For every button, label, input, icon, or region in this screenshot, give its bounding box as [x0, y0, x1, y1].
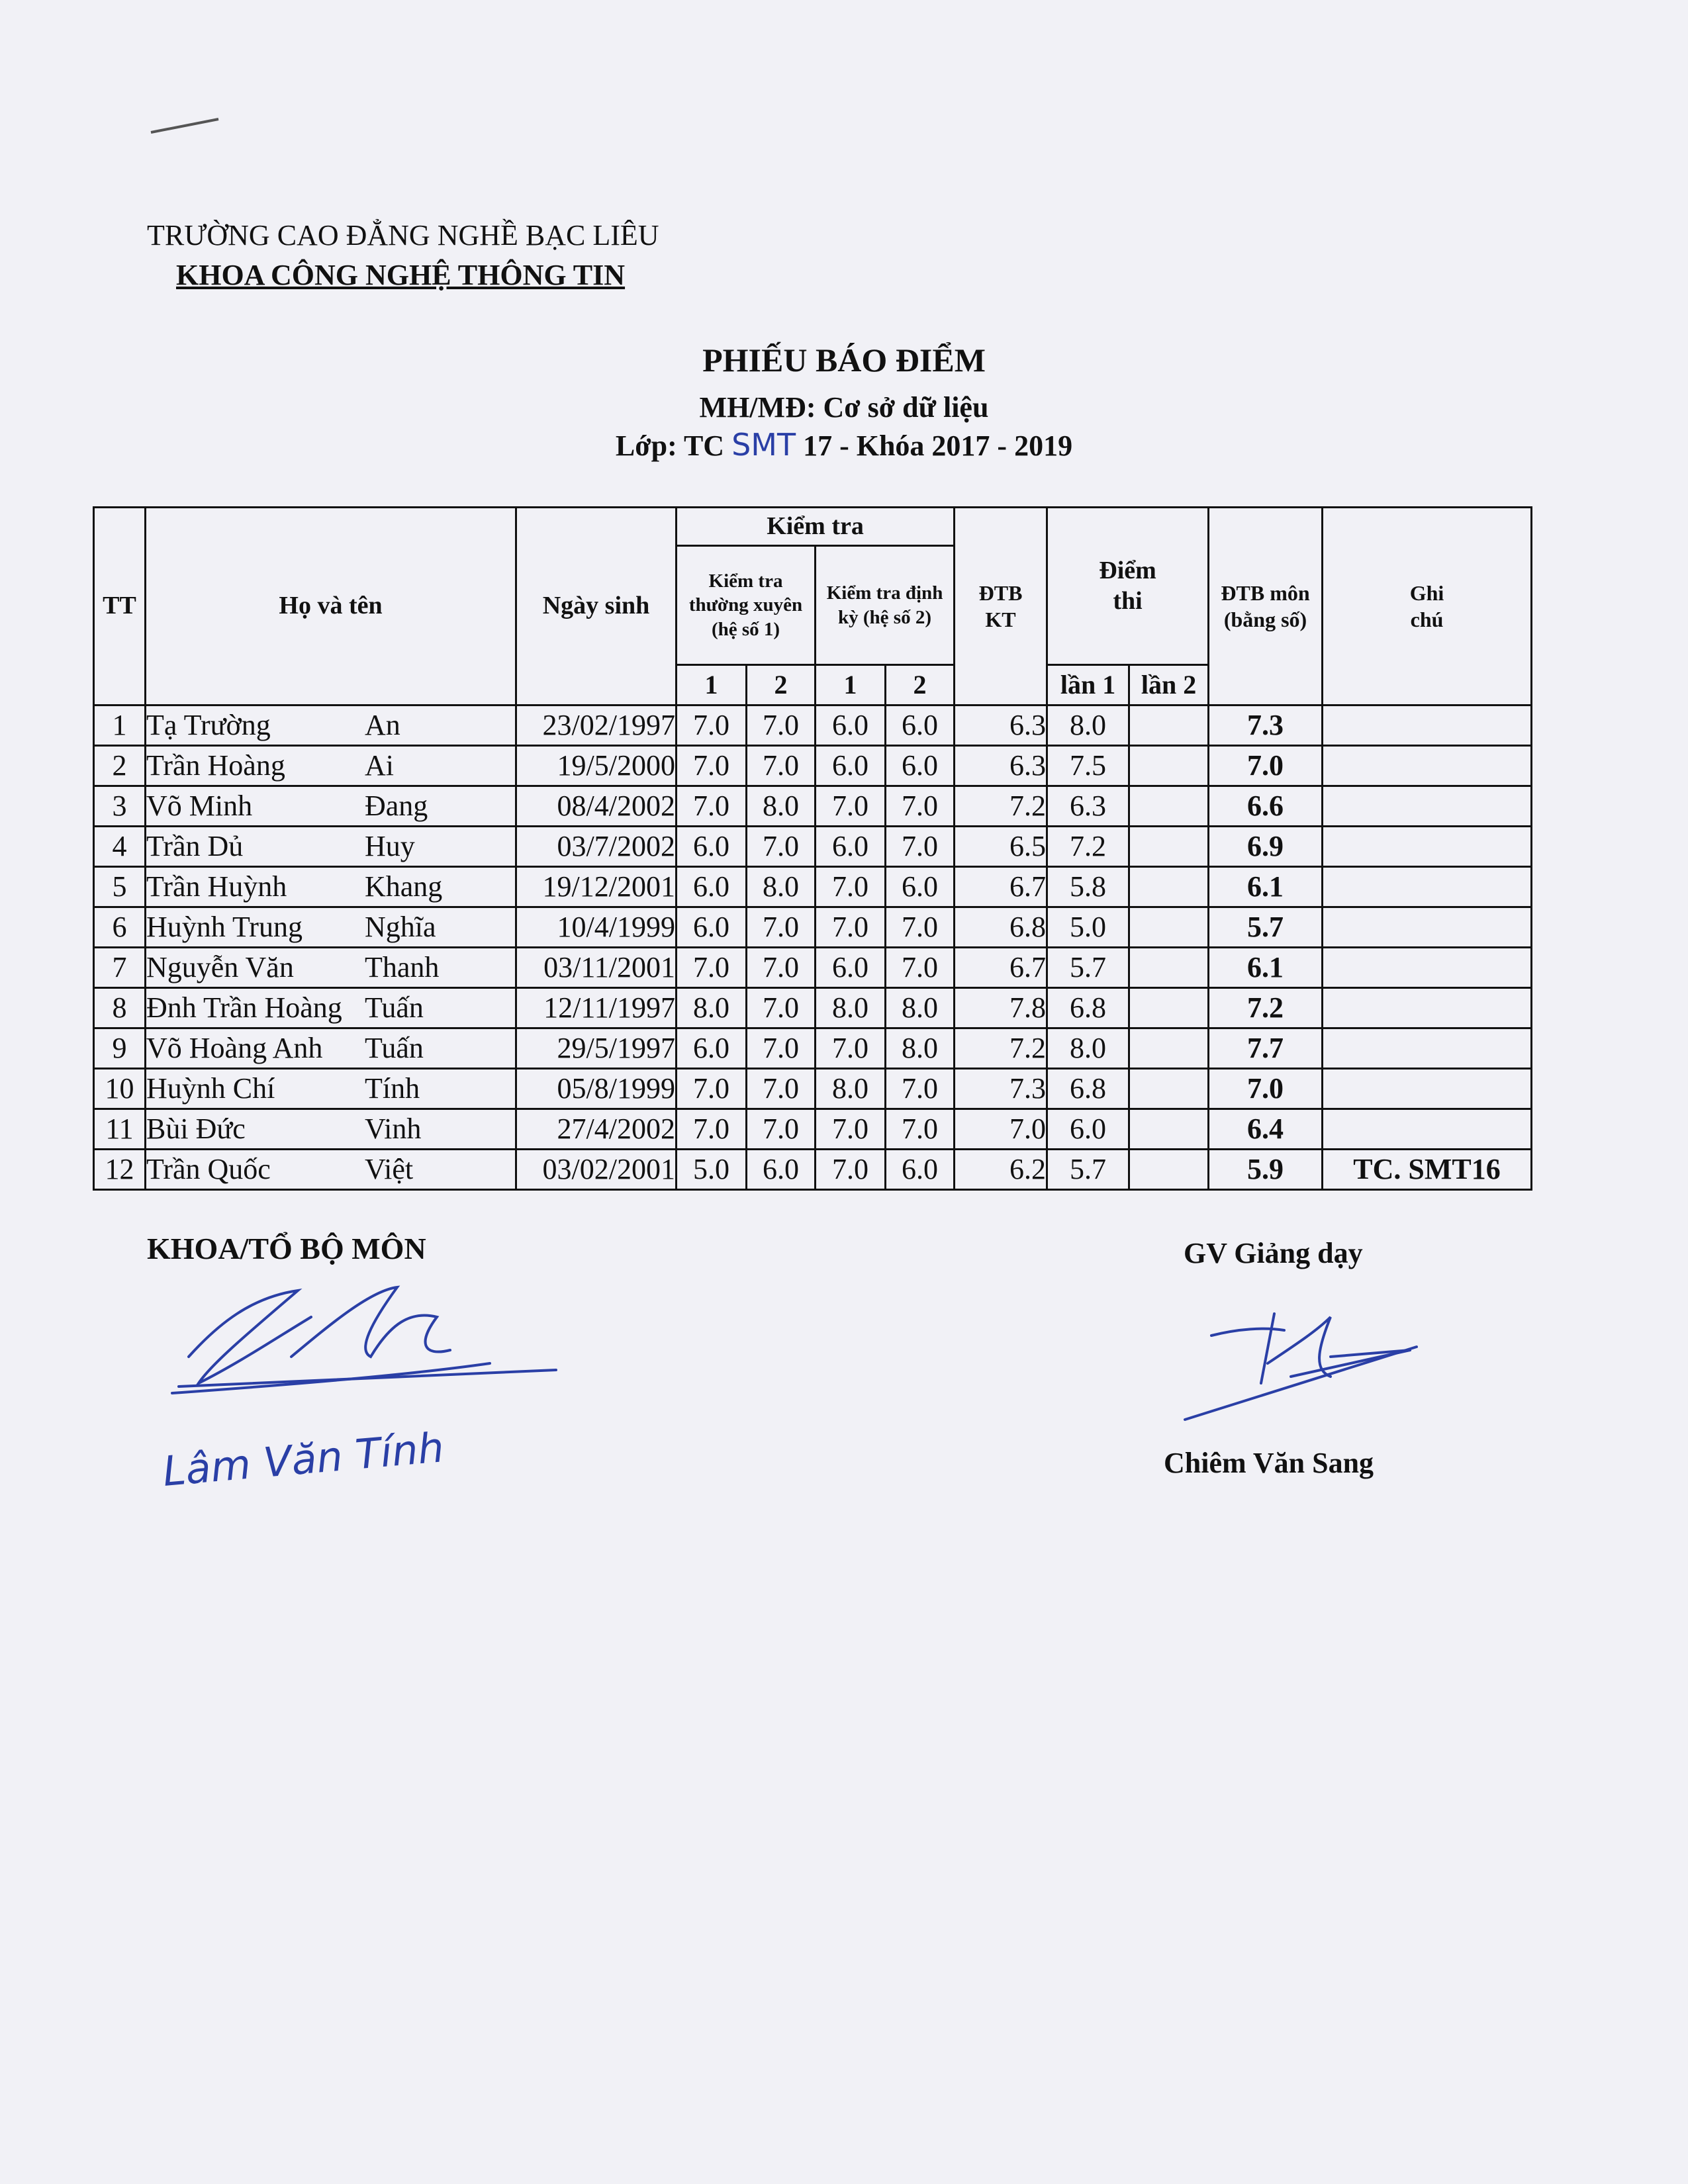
student-last-name: Đnh Trần Hoàng: [146, 991, 342, 1024]
birth-date: 03/11/2001: [516, 948, 677, 988]
birth-date: 12/11/1997: [516, 988, 677, 1028]
score-tx-2: 7.0: [747, 1028, 816, 1069]
score-dk-1: 8.0: [816, 1069, 886, 1109]
header-dk-1: 1: [816, 665, 886, 705]
score-dtb-mon: 5.9: [1209, 1150, 1323, 1190]
score-dtb-mon: 6.9: [1209, 827, 1323, 867]
score-tx-2: 6.0: [747, 1150, 816, 1190]
score-dtb-mon: 6.4: [1209, 1109, 1323, 1150]
score-tx-2: 7.0: [747, 827, 816, 867]
score-dk-1: 7.0: [816, 1109, 886, 1150]
score-tx-1: 7.0: [677, 948, 747, 988]
header-kiem-tra: Kiểm tra: [677, 508, 955, 546]
row-number: 1: [94, 705, 146, 746]
row-number: 3: [94, 786, 146, 827]
department-signature-title: KHOA/TỔ BỘ MÔN: [147, 1232, 426, 1265]
score-dk-2: 8.0: [886, 988, 955, 1028]
student-first-name: An: [365, 709, 400, 741]
student-first-name: Vinh: [365, 1113, 422, 1145]
student-last-name: Trần Dủ: [146, 830, 244, 862]
birth-date: 19/12/2001: [516, 867, 677, 907]
header-kt-thuong-xuyen: Kiểm tra thường xuyên (hệ số 1): [677, 546, 816, 665]
score-tx-2: 8.0: [747, 786, 816, 827]
score-dtb-kt: 7.2: [955, 786, 1047, 827]
student-last-name: Bùi Đức: [146, 1113, 246, 1145]
score-dk-2: 7.0: [886, 948, 955, 988]
score-dk-1: 6.0: [816, 948, 886, 988]
student-first-name: Huy: [365, 830, 415, 862]
score-thi-lan-1: 6.8: [1047, 988, 1129, 1028]
row-number: 10: [94, 1069, 146, 1109]
student-first-name: Thanh: [365, 951, 440, 983]
birth-date: 19/5/2000: [516, 746, 677, 786]
score-dtb-mon: 7.0: [1209, 746, 1323, 786]
score-dtb-mon: 6.1: [1209, 948, 1323, 988]
class-prefix: Lớp: TC: [615, 430, 732, 462]
row-number: 2: [94, 746, 146, 786]
class-handwritten-code: SMT: [731, 427, 796, 463]
row-number: 11: [94, 1109, 146, 1150]
header-tt: TT: [94, 508, 146, 705]
row-number: 9: [94, 1028, 146, 1069]
document-title: PHIẾU BÁO ĐIỂM: [702, 341, 986, 379]
score-tx-1: 7.0: [677, 786, 747, 827]
student-first-name: Đang: [365, 790, 428, 822]
score-dtb-kt: 7.2: [955, 1028, 1047, 1069]
score-dtb-kt: 6.3: [955, 746, 1047, 786]
score-tx-1: 7.0: [677, 1109, 747, 1150]
score-dtb-mon: 6.6: [1209, 786, 1323, 827]
score-dtb-mon: 7.3: [1209, 705, 1323, 746]
row-number: 6: [94, 907, 146, 948]
score-dk-2: 7.0: [886, 786, 955, 827]
score-dk-1: 6.0: [816, 827, 886, 867]
score-dtb-kt: 6.7: [955, 867, 1047, 907]
row-number: 5: [94, 867, 146, 907]
score-dk-1: 7.0: [816, 907, 886, 948]
student-first-name: Tuấn: [365, 1032, 424, 1064]
header-dtb-mon: ĐTB môn (bằng số): [1209, 508, 1323, 705]
row-number: 4: [94, 827, 146, 867]
birth-date: 10/4/1999: [516, 907, 677, 948]
header-tx-2: 2: [747, 665, 816, 705]
score-dtb-mon: 7.7: [1209, 1028, 1323, 1069]
birth-date: 29/5/1997: [516, 1028, 677, 1069]
score-tx-2: 7.0: [747, 1069, 816, 1109]
score-dk-2: 6.0: [886, 1150, 955, 1190]
student-first-name: Ai: [365, 749, 394, 782]
birth-date: 08/4/2002: [516, 786, 677, 827]
score-dtb-mon: 7.2: [1209, 988, 1323, 1028]
header-dob: Ngày sinh: [516, 508, 677, 705]
birth-date: 03/02/2001: [516, 1150, 677, 1190]
header-dk-2: 2: [886, 665, 955, 705]
score-thi-lan-1: 6.3: [1047, 786, 1129, 827]
score-tx-2: 7.0: [747, 948, 816, 988]
header-lan-2: lần 2: [1129, 665, 1209, 705]
student-last-name: Tạ Trường: [146, 709, 271, 741]
school-name: TRƯỜNG CAO ĐẲNG NGHỀ BẠC LIÊU: [147, 219, 659, 251]
score-thi-lan-1: 6.0: [1047, 1109, 1129, 1150]
score-dk-2: 7.0: [886, 1069, 955, 1109]
student-last-name: Huỳnh Chí: [146, 1072, 275, 1105]
student-last-name: Võ Hoàng Anh: [146, 1032, 323, 1064]
score-dtb-mon: 5.7: [1209, 907, 1323, 948]
score-dk-1: 7.0: [816, 867, 886, 907]
score-thi-lan-1: 5.0: [1047, 907, 1129, 948]
header-name: Họ và tên: [146, 508, 516, 705]
score-dtb-kt: 6.3: [955, 705, 1047, 746]
header-diem-thi: Điểm thi: [1047, 508, 1209, 665]
score-thi-lan-1: 7.5: [1047, 746, 1129, 786]
score-thi-lan-1: 5.7: [1047, 1150, 1129, 1190]
score-dtb-kt: 6.8: [955, 907, 1047, 948]
birth-date: 27/4/2002: [516, 1109, 677, 1150]
score-tx-2: 7.0: [747, 907, 816, 948]
score-thi-lan-1: 7.2: [1047, 827, 1129, 867]
department-signature: [172, 1287, 556, 1393]
score-dk-2: 8.0: [886, 1028, 955, 1069]
birth-date: 03/7/2002: [516, 827, 677, 867]
score-dtb-mon: 7.0: [1209, 1069, 1323, 1109]
score-dk-2: 6.0: [886, 746, 955, 786]
score-tx-2: 8.0: [747, 867, 816, 907]
department-handwritten-name: Lâm Văn Tính: [160, 1423, 446, 1496]
row-number: 7: [94, 948, 146, 988]
score-tx-1: 6.0: [677, 827, 747, 867]
score-dk-2: 6.0: [886, 705, 955, 746]
birth-date: 23/02/1997: [516, 705, 677, 746]
row-number: 12: [94, 1150, 146, 1190]
header-lan-1: lần 1: [1047, 665, 1129, 705]
teacher-signature-title: GV Giảng dạy: [1184, 1237, 1363, 1269]
teacher-name: Chiêm Văn Sang: [1164, 1447, 1374, 1479]
score-tx-1: 6.0: [677, 907, 747, 948]
student-last-name: Nguyễn Văn: [146, 951, 294, 983]
score-tx-2: 7.0: [747, 988, 816, 1028]
score-dtb-mon: 6.1: [1209, 867, 1323, 907]
header-ghi-chu: Ghi chú: [1323, 508, 1532, 705]
score-thi-lan-1: 8.0: [1047, 1028, 1129, 1069]
note: TC. SMT16: [1323, 1150, 1532, 1190]
score-dtb-kt: 7.8: [955, 988, 1047, 1028]
score-tx-1: 5.0: [677, 1150, 747, 1190]
score-dtb-kt: 6.7: [955, 948, 1047, 988]
student-last-name: Huỳnh Trung: [146, 911, 303, 943]
score-dk-1: 8.0: [816, 988, 886, 1028]
student-first-name: Khang: [365, 870, 443, 903]
score-dtb-kt: 6.2: [955, 1150, 1047, 1190]
score-tx-1: 7.0: [677, 1069, 747, 1109]
score-tx-1: 6.0: [677, 867, 747, 907]
student-last-name: Trần Huỳnh: [146, 870, 287, 903]
student-last-name: Võ Minh: [146, 790, 253, 822]
teacher-signature: [1185, 1314, 1417, 1420]
score-dk-2: 7.0: [886, 827, 955, 867]
row-number: 8: [94, 988, 146, 1028]
score-tx-1: 8.0: [677, 988, 747, 1028]
score-tx-1: 6.0: [677, 1028, 747, 1069]
score-tx-1: 7.0: [677, 705, 747, 746]
score-dk-2: 6.0: [886, 867, 955, 907]
score-tx-1: 7.0: [677, 746, 747, 786]
score-thi-lan-1: 6.8: [1047, 1069, 1129, 1109]
score-dk-1: 7.0: [816, 1150, 886, 1190]
score-dk-1: 6.0: [816, 746, 886, 786]
score-dtb-kt: 6.5: [955, 827, 1047, 867]
score-dk-1: 7.0: [816, 1028, 886, 1069]
staple-mark: [151, 119, 218, 132]
faculty-name: KHOA CÔNG NGHỆ THÔNG TIN: [176, 259, 626, 291]
score-dk-2: 7.0: [886, 907, 955, 948]
student-first-name: Nghĩa: [365, 911, 436, 943]
student-first-name: Tuấn: [365, 991, 424, 1024]
score-tx-2: 7.0: [747, 1109, 816, 1150]
score-dk-1: 7.0: [816, 786, 886, 827]
score-tx-2: 7.0: [747, 705, 816, 746]
class-suffix: 17 - Khóa 2017 - 2019: [796, 430, 1073, 462]
score-thi-lan-1: 8.0: [1047, 705, 1129, 746]
score-thi-lan-1: 5.8: [1047, 867, 1129, 907]
score-thi-lan-1: 5.7: [1047, 948, 1129, 988]
header-kt-dinh-ky: Kiểm tra định kỳ (hệ số 2): [816, 546, 955, 665]
student-last-name: Trần Hoàng: [146, 749, 285, 782]
header-dtb-kt: ĐTB KT: [955, 508, 1047, 705]
score-dk-1: 6.0: [816, 705, 886, 746]
score-dk-2: 7.0: [886, 1109, 955, 1150]
student-first-name: Việt: [365, 1153, 414, 1185]
score-dtb-kt: 7.3: [955, 1069, 1047, 1109]
header-tx-1: 1: [677, 665, 747, 705]
student-last-name: Trần Quốc: [146, 1153, 271, 1185]
subject-line: MH/MĐ: Cơ sở dữ liệu: [699, 391, 989, 424]
score-dtb-kt: 7.0: [955, 1109, 1047, 1150]
student-first-name: Tính: [365, 1072, 420, 1105]
score-tx-2: 7.0: [747, 746, 816, 786]
birth-date: 05/8/1999: [516, 1069, 677, 1109]
